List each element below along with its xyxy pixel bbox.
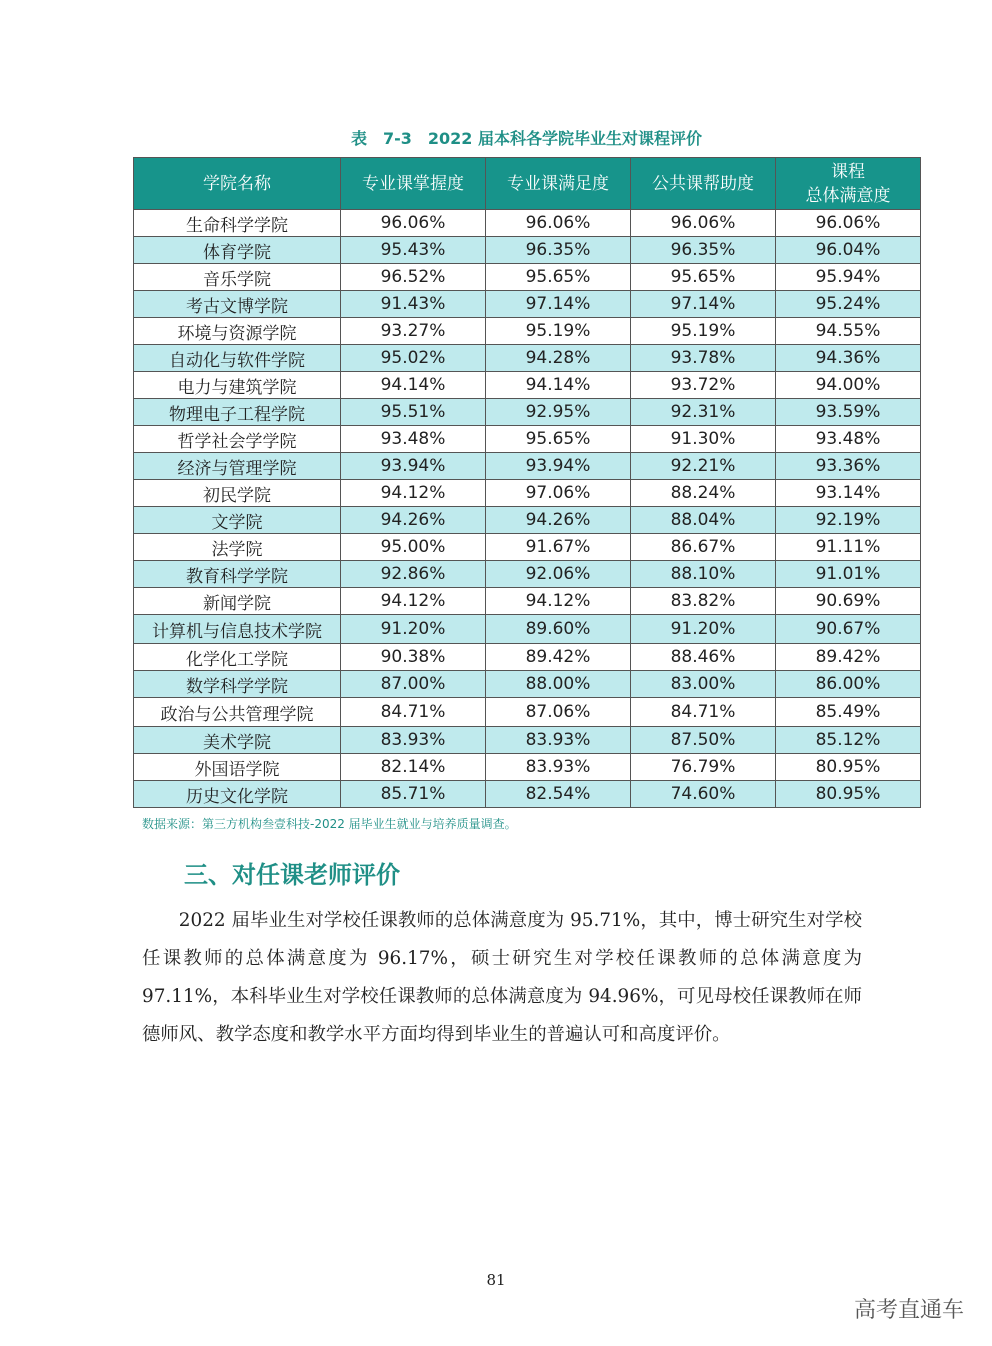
- cell-college-name: 哲学社会学学院: [134, 426, 341, 453]
- cell-overall-satisfaction: 91.11%: [776, 534, 921, 561]
- cell-overall-satisfaction: 96.04%: [776, 237, 921, 264]
- cell-public-help: 88.10%: [631, 561, 776, 588]
- table-row: [134, 480, 921, 507]
- cell-major-mastery: 95.02%: [341, 345, 486, 372]
- cell-overall-satisfaction: 85.49%: [776, 698, 921, 727]
- cell-college-name: 计算机与信息技术学院: [134, 615, 341, 644]
- cell-major-mastery: 92.86%: [341, 561, 486, 588]
- table-row: [134, 671, 921, 698]
- cell-overall-satisfaction: 95.94%: [776, 264, 921, 291]
- cell-college-name: 教育科学学院: [134, 561, 341, 588]
- cell-public-help: 95.65%: [631, 264, 776, 291]
- cell-major-satisfaction: 89.60%: [486, 615, 631, 644]
- cell-college-name: 新闻学院: [134, 588, 341, 615]
- cell-public-help: 84.71%: [631, 698, 776, 727]
- cell-major-satisfaction: 89.42%: [486, 644, 631, 671]
- cell-college-name: 环境与资源学院: [134, 318, 341, 345]
- cell-major-satisfaction: 96.06%: [486, 210, 631, 237]
- cell-college-name: 物理电子工程学院: [134, 399, 341, 426]
- table-caption: 表 7-3 2022 届本科各学院毕业生对课程评价: [350, 129, 702, 148]
- cell-public-help: 96.06%: [631, 210, 776, 237]
- cell-major-mastery: 83.93%: [341, 727, 486, 754]
- cell-public-help: 92.31%: [631, 399, 776, 426]
- cell-public-help: 87.50%: [631, 727, 776, 754]
- cell-major-satisfaction: 91.67%: [486, 534, 631, 561]
- header-overall-satisfaction: [776, 158, 921, 210]
- cell-major-mastery: 85.71%: [341, 781, 486, 808]
- table-row: [134, 781, 921, 808]
- table-row: [134, 615, 921, 644]
- table-row: [134, 210, 921, 237]
- header-college-name: 学院名称: [134, 158, 341, 210]
- cell-major-mastery: 94.12%: [341, 588, 486, 615]
- cell-major-satisfaction: 96.35%: [486, 237, 631, 264]
- cell-major-mastery: 87.00%: [341, 671, 486, 698]
- cell-college-name: 法学院: [134, 534, 341, 561]
- cell-major-satisfaction: 93.94%: [486, 453, 631, 480]
- cell-overall-satisfaction: 85.12%: [776, 727, 921, 754]
- cell-major-satisfaction: 92.06%: [486, 561, 631, 588]
- cell-college-name: 政治与公共管理学院: [134, 698, 341, 727]
- table-row: [134, 754, 921, 781]
- cell-public-help: 93.78%: [631, 345, 776, 372]
- cell-major-satisfaction: 94.26%: [486, 507, 631, 534]
- cell-major-mastery: 84.71%: [341, 698, 486, 727]
- table-row: [134, 264, 921, 291]
- cell-major-satisfaction: 83.93%: [486, 754, 631, 781]
- cell-overall-satisfaction: 80.95%: [776, 781, 921, 808]
- cell-major-mastery: 91.20%: [341, 615, 486, 644]
- cell-public-help: 76.79%: [631, 754, 776, 781]
- cell-public-help: 92.21%: [631, 453, 776, 480]
- cell-major-mastery: 82.14%: [341, 754, 486, 781]
- cell-major-mastery: 94.12%: [341, 480, 486, 507]
- cell-major-satisfaction: 95.19%: [486, 318, 631, 345]
- cell-overall-satisfaction: 93.59%: [776, 399, 921, 426]
- cell-major-satisfaction: 88.00%: [486, 671, 631, 698]
- table-row: [134, 291, 921, 318]
- cell-public-help: 83.82%: [631, 588, 776, 615]
- cell-college-name: 音乐学院: [134, 264, 341, 291]
- watermark-logo-text: 高考直通车: [853, 1298, 964, 1323]
- cell-college-name: 初民学院: [134, 480, 341, 507]
- cell-major-mastery: 93.27%: [341, 318, 486, 345]
- cell-public-help: 88.46%: [631, 644, 776, 671]
- cell-overall-satisfaction: 96.06%: [776, 210, 921, 237]
- table-row: [134, 237, 921, 264]
- cell-overall-satisfaction: 92.19%: [776, 507, 921, 534]
- cell-major-mastery: 93.94%: [341, 453, 486, 480]
- header-major-satisfaction: 专业课满足度: [486, 158, 631, 210]
- table-row: [134, 426, 921, 453]
- table-row: [134, 399, 921, 426]
- cell-public-help: 83.00%: [631, 671, 776, 698]
- cell-overall-satisfaction: 90.67%: [776, 615, 921, 644]
- cell-public-help: 93.72%: [631, 372, 776, 399]
- cell-major-satisfaction: 94.14%: [486, 372, 631, 399]
- cell-major-satisfaction: 97.06%: [486, 480, 631, 507]
- cell-major-satisfaction: 94.12%: [486, 588, 631, 615]
- cell-major-mastery: 95.00%: [341, 534, 486, 561]
- cell-overall-satisfaction: 94.36%: [776, 345, 921, 372]
- cell-public-help: 88.04%: [631, 507, 776, 534]
- cell-major-satisfaction: 82.54%: [486, 781, 631, 808]
- cell-college-name: 外国语学院: [134, 754, 341, 781]
- cell-major-mastery: 95.43%: [341, 237, 486, 264]
- table-row: [134, 588, 921, 615]
- cell-college-name: 经济与管理学院: [134, 453, 341, 480]
- cell-college-name: 美术学院: [134, 727, 341, 754]
- table-row: [134, 507, 921, 534]
- cell-overall-satisfaction: 94.00%: [776, 372, 921, 399]
- page-number: 81: [486, 1271, 506, 1289]
- cell-overall-satisfaction: 95.24%: [776, 291, 921, 318]
- cell-college-name: 文学院: [134, 507, 341, 534]
- cell-college-name: 生命科学学院: [134, 210, 341, 237]
- cell-overall-satisfaction: 89.42%: [776, 644, 921, 671]
- header-major-mastery: 专业课掌握度: [341, 158, 486, 210]
- cell-major-satisfaction: 97.14%: [486, 291, 631, 318]
- cell-overall-satisfaction: 80.95%: [776, 754, 921, 781]
- cell-major-satisfaction: 94.28%: [486, 345, 631, 372]
- cell-overall-satisfaction: 86.00%: [776, 671, 921, 698]
- cell-public-help: 96.35%: [631, 237, 776, 264]
- cell-college-name: 历史文化学院: [134, 781, 341, 808]
- header-public-help: 公共课帮助度: [631, 158, 776, 210]
- body-paragraph: 2022 届毕业生对学校任课教师的总体满意度为 95.71%，其中，博士研究生对学校任课教师的总体满意度为 96.17%，硕士研究生对学校任课教师的总体满意度为 97.11%，本科毕业生对学校任课教师的总体满意度为 94.96%，可见母校任课教师在师德师风、教学态度和教学水平方面均得到毕业生的普遍认可和高度评价。: [142, 910, 862, 1045]
- table-row: [134, 534, 921, 561]
- cell-overall-satisfaction: 91.01%: [776, 561, 921, 588]
- table-row: [134, 727, 921, 754]
- cell-public-help: 91.20%: [631, 615, 776, 644]
- cell-overall-satisfaction: 93.48%: [776, 426, 921, 453]
- table-row: [134, 345, 921, 372]
- header-overall-line-2: 总体满意度: [805, 185, 891, 206]
- cell-public-help: 95.19%: [631, 318, 776, 345]
- cell-public-help: 88.24%: [631, 480, 776, 507]
- cell-overall-satisfaction: 93.14%: [776, 480, 921, 507]
- data-source-note: 数据来源：第三方机构叁壹科技-2022 届毕业生就业与培养质量调查。: [142, 817, 517, 831]
- cell-public-help: 91.30%: [631, 426, 776, 453]
- table-row: [134, 698, 921, 727]
- cell-major-mastery: 94.14%: [341, 372, 486, 399]
- cell-major-mastery: 94.26%: [341, 507, 486, 534]
- cell-college-name: 化学化工学院: [134, 644, 341, 671]
- cell-major-mastery: 93.48%: [341, 426, 486, 453]
- table-header-row: [134, 158, 921, 210]
- cell-public-help: 74.60%: [631, 781, 776, 808]
- cell-major-mastery: 90.38%: [341, 644, 486, 671]
- table-row: [134, 644, 921, 671]
- course-evaluation-table: [133, 157, 921, 808]
- cell-public-help: 86.67%: [631, 534, 776, 561]
- cell-college-name: 体育学院: [134, 237, 341, 264]
- table-row: [134, 372, 921, 399]
- cell-college-name: 自动化与软件学院: [134, 345, 341, 372]
- cell-major-satisfaction: 95.65%: [486, 264, 631, 291]
- cell-major-mastery: 96.06%: [341, 210, 486, 237]
- header-overall-line-1: 课程: [831, 161, 865, 182]
- cell-major-mastery: 95.51%: [341, 399, 486, 426]
- cell-public-help: 97.14%: [631, 291, 776, 318]
- cell-college-name: 考古文博学院: [134, 291, 341, 318]
- table-row: [134, 318, 921, 345]
- cell-major-mastery: 96.52%: [341, 264, 486, 291]
- section-heading: 三、对任课老师评价: [184, 861, 400, 889]
- cell-overall-satisfaction: 93.36%: [776, 453, 921, 480]
- table-row: [134, 453, 921, 480]
- cell-major-satisfaction: 83.93%: [486, 727, 631, 754]
- table-row: [134, 561, 921, 588]
- cell-overall-satisfaction: 94.55%: [776, 318, 921, 345]
- cell-major-mastery: 91.43%: [341, 291, 486, 318]
- cell-major-satisfaction: 95.65%: [486, 426, 631, 453]
- cell-major-satisfaction: 87.06%: [486, 698, 631, 727]
- cell-major-satisfaction: 92.95%: [486, 399, 631, 426]
- cell-overall-satisfaction: 90.69%: [776, 588, 921, 615]
- cell-college-name: 电力与建筑学院: [134, 372, 341, 399]
- cell-college-name: 数学科学学院: [134, 671, 341, 698]
